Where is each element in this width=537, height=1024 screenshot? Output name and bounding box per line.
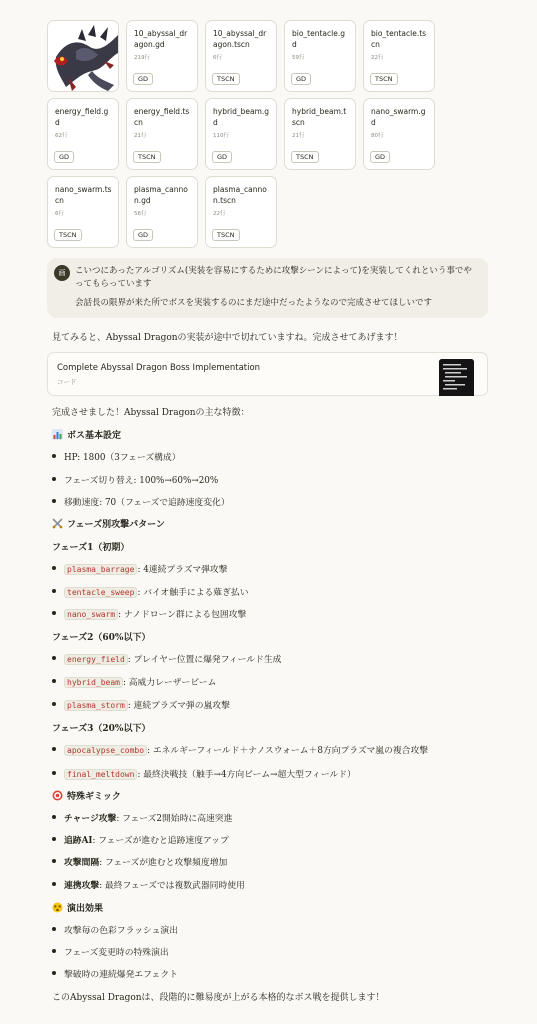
phase3-heading: フェーズ3（20%以下） [52,724,151,734]
file-name: plasma_cannon.tscn [213,185,267,205]
target-icon [52,790,63,801]
file-name: nano_swarm.gd [371,107,426,127]
code-name: hybrid_beam [64,677,123,688]
dragon-image-icon [48,21,119,92]
crossed-swords-icon [52,518,63,529]
file-type-badge: GD [133,229,153,241]
line-count: 6行 [213,55,222,61]
file-name: bio_tentacle.gd [292,29,345,49]
file-card[interactable] [47,176,119,248]
file-type-badge: GD [212,151,232,163]
file-card[interactable] [205,98,277,170]
list-item: チャージ攻撃: フェーズ2開始時に高速突進 [52,811,232,824]
list-item: tentacle_sweep : バイオ触手による薙ぎ払い [52,585,249,598]
line-count: 22行 [371,55,384,61]
list-item: フェーズ変更時の特殊演出 [52,945,169,958]
file-name: energy_field.gd [55,107,109,127]
artifact-title: Complete Abyssal Dragon Boss Implementation [57,363,261,373]
list-item: HP: 1800（3フェーズ構成） [52,450,181,463]
line-count: 62行 [55,133,68,139]
user-message-text [75,265,480,316]
bar-chart-icon [52,429,63,440]
file-name: bio_tentacle.tscn [371,29,427,49]
list-item: フェーズ切り替え: 100%→60%→20% [52,473,218,486]
file-name: hybrid_beam.gd [213,107,270,127]
file-type-badge: TSCN [212,229,240,241]
list-item: final_meltdown : 最終決戦技（触手→4方向ビーム→超大型フィールド） [52,767,356,780]
code-name: energy_field [64,654,128,665]
user-avatar: 画 [54,265,70,281]
phase2-heading: フェーズ2（60%以下） [52,633,151,643]
user-message-bubble [47,258,488,318]
list-item: plasma_storm : 連続プラズマ弾の嵐攻撃 [52,698,230,711]
section-heading-gimmick [52,789,121,802]
section-title: ボス基本設定 [67,431,122,441]
list-item: 攻撃毎の色彩フラッシュ演出 [52,923,178,936]
user-message-line: 会話長の限界が来た所でボスを実装するのにまだ途中だったようなので完成させてほしいです [75,298,433,308]
line-count: 80行 [371,133,384,139]
file-type-badge: GD [133,73,153,85]
code-name: tentacle_sweep [64,587,137,598]
dizzy-face-icon [52,902,63,913]
file-card[interactable] [126,176,198,248]
code-name: final_meltdown [64,769,137,780]
file-card[interactable] [47,98,119,170]
line-count: 56行 [134,211,147,217]
code-name: apocalypse_combo [64,745,147,756]
summary-intro: 完成させました！Abyssal Dragonの主な特徴： [52,408,250,418]
file-type-badge: TSCN [212,73,240,85]
file-card[interactable] [363,98,435,170]
code-name: nano_swarm [64,609,118,620]
file-card[interactable] [126,98,198,170]
file-type-badge: TSCN [133,151,161,163]
list-item: 連携攻撃: 最終フェーズでは複数武器同時使用 [52,878,245,891]
line-count: 219行 [134,55,150,61]
phase1-heading: フェーズ1（初期） [52,543,130,553]
section-heading-attacks [52,517,165,530]
list-item: plasma_barrage : 4連続プラズマ弾攻撃 [52,562,228,575]
file-name: 10_abyssal_dragon.tscn [213,29,267,49]
file-name: hybrid_beam.tscn [292,107,347,127]
list-item: apocalypse_combo : エネルギーフィールド＋ナノスウォーム＋8方向プラズマ嵐の複合攻撃 [52,743,428,756]
section-title: フェーズ別攻撃パターン [67,520,165,530]
file-card[interactable] [284,20,356,92]
list-item: 追跡AI: フェーズが進むと追跡速度アップ [52,833,229,846]
file-type-badge: GD [54,151,74,163]
list-item: 攻撃間隔: フェーズが進むと攻撃頻度増加 [52,855,227,868]
image-attachment-thumbnail[interactable] [47,20,119,92]
file-name: energy_field.tscn [134,107,190,127]
list-item: 撃破時の連続爆発エフェクト [52,967,178,980]
line-count: 21行 [134,133,147,139]
line-count: 22行 [213,211,226,217]
file-card[interactable] [363,20,435,92]
section-heading-effects [52,901,103,914]
file-type-badge: TSCN [370,73,398,85]
file-name: 10_abyssal_dragon.gd [134,29,188,49]
artifact-card[interactable] [47,352,488,396]
line-count: 21行 [292,133,305,139]
file-type-badge: TSCN [54,229,82,241]
line-count: 6行 [55,211,64,217]
file-card[interactable] [205,176,277,248]
line-count: 110行 [213,133,229,139]
line-count: 59行 [292,55,305,61]
list-item: 移動速度: 70（フェーズで追跡速度変化） [52,495,230,508]
reply-intro: 見てみると、Abyssal Dragonの実装が途中で切れていますね。完成させてあげます！ [52,333,403,343]
file-type-badge: GD [370,151,390,163]
file-card[interactable] [205,20,277,92]
file-card[interactable] [284,98,356,170]
section-heading-basic [52,428,121,441]
section-title: 特殊ギミック [67,792,121,802]
file-name: plasma_cannon.gd [134,185,188,205]
file-card[interactable] [126,20,198,92]
user-message-line: こいつにあったアルゴリズム(実装を容易にするために攻撃シーンによって)を実装してくれという事でやってもらっています [75,266,472,289]
file-name: nano_swarm.tscn [55,185,112,205]
code-preview-icon [439,359,474,396]
closing-text: このAbyssal Dragonは、段階的に難易度が上がる本格的なボス戦を提供します！ [52,993,385,1003]
file-type-badge: GD [291,73,311,85]
artifact-subtitle: コード [57,378,77,386]
code-name: plasma_storm [64,700,128,711]
list-item: energy_field : プレイヤー位置に爆発フィールド生成 [52,652,281,665]
list-item: nano_swarm : ナノドローン群による包囲攻撃 [52,607,246,620]
list-item: hybrid_beam : 高威力レーザービーム [52,675,216,688]
code-name: plasma_barrage [64,564,137,575]
file-type-badge: TSCN [291,151,319,163]
section-title: 演出効果 [67,904,104,914]
